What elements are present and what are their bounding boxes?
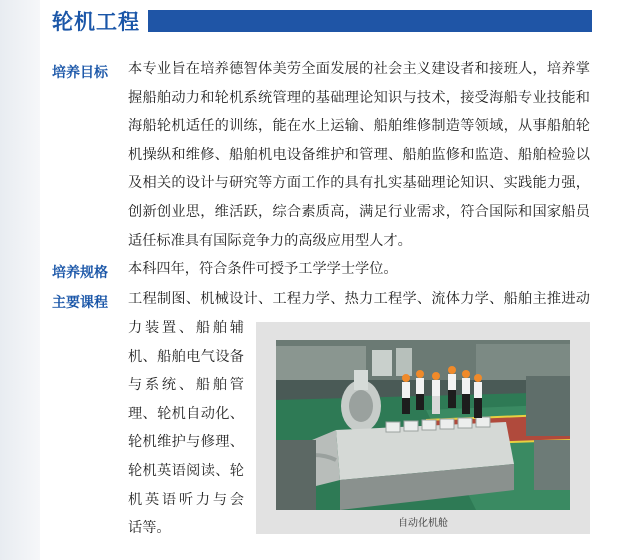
goal-line: 海船轮机适任的训练，能在水上运输、船舶维修制造等领域，从事船舶轮 (128, 118, 590, 135)
courses-line: 轮机维护与修理、 (128, 434, 244, 451)
courses-line: 工程制图、机械设计、工程力学、热力工程学、流体力学、船舶主推进动 (128, 291, 590, 307)
goal-line: 创新创业思，维活跃，综合素质高，满足行业需求，符合国际和国家船员 (128, 203, 590, 220)
header-bar (148, 10, 592, 32)
courses-line: 话等。 (128, 520, 171, 537)
engine-room-photo (276, 340, 570, 510)
training-spec-text (128, 255, 590, 284)
section-header (52, 6, 592, 36)
label-training-spec: 培养规格 (52, 265, 108, 281)
spec-line: 本科四年，符合条件可授予工学学士学位。 (128, 261, 398, 277)
courses-line: 理、轮机自动化、 (128, 405, 244, 422)
courses-line: 机英语听力与会 (128, 491, 244, 508)
courses-line: 与系统、船舶管 (128, 377, 244, 394)
photo-frame (256, 322, 590, 534)
goal-line: 握船舶动力和轮机系统管理的基础理论知识与技术，接受海船专业技能和 (128, 89, 590, 106)
courses-text-full (128, 285, 590, 314)
courses-line: 力装置、船舶辅 (128, 320, 244, 336)
goal-line: 适任标准具有国际竞争力的高级应用型人才。 (128, 232, 412, 249)
photo-caption: 自动化机舱 (398, 518, 448, 529)
goal-line: 机操纵和维修、船舶机电设备维护和管理、船舶监修和监造、船舶检验以 (128, 146, 590, 163)
courses-text-narrow (128, 314, 244, 543)
goal-line: 及相关的设计与研究等方面工作的具有扎实基础理论知识、实践能力强， (128, 175, 590, 192)
engine-room-illustration (276, 340, 570, 510)
label-main-courses: 主要课程 (52, 295, 108, 311)
training-goal-text (128, 55, 590, 255)
left-decorative-strip (0, 0, 40, 560)
courses-line: 轮机英语阅读、轮 (128, 462, 244, 479)
courses-line: 机、船舶电气设备 (128, 348, 244, 365)
goal-line: 本专业旨在培养德智体美劳全面发展的社会主义建设者和接班人，培养掌 (128, 61, 590, 77)
page-title: 轮机工程 (52, 10, 140, 34)
label-training-goal: 培养目标 (52, 65, 108, 81)
